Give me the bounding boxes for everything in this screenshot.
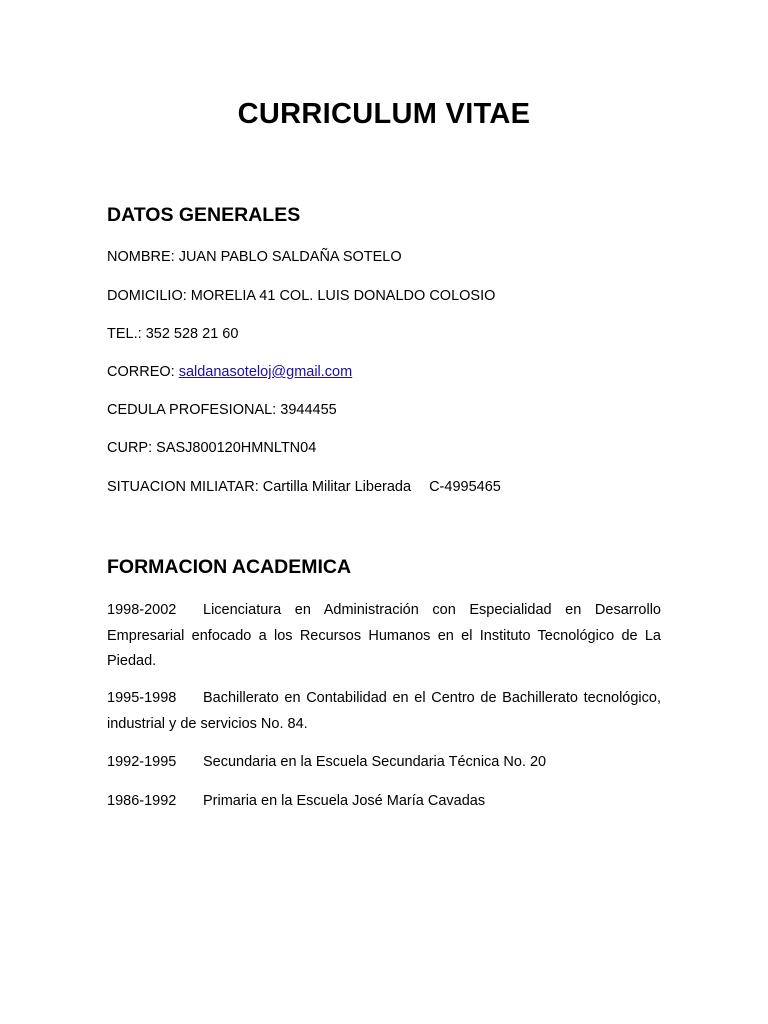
education-entry [107,750,661,776]
education-years: 1998-2002 [107,602,177,618]
education-years: 1986-1992 [107,793,177,809]
military-status-line [107,479,501,495]
curp-value: SASJ800120HMNLTN04 [156,440,317,456]
professional-license-line [107,402,337,418]
email-label: CORREO: [107,364,175,380]
military-card-number: C-4995465 [429,479,501,495]
email-link[interactable]: saldanasotelоj@gmail.com [178,364,353,380]
military-status-value: Cartilla Militar Liberada [262,479,412,495]
curp-label: CURP: [107,440,153,456]
general-data-heading: DATOS GENERALES [107,204,301,226]
document-title: CURRICULUM VITAE [237,98,531,130]
address-label: DOMICILIO: [107,288,187,304]
education-years: 1995-1998 [107,690,177,706]
education-description: Primaria en la Escuela José María Cavadas [203,793,486,809]
phone-label: TEL.: [107,326,142,342]
name-label: NOMBRE: [107,249,175,265]
education-description: Secundaria en la Escuela Secundaria Técnica No. 20 [203,754,547,770]
professional-license-value: 3944455 [280,402,337,418]
military-status-label: SITUACION MILIATAR: [107,479,259,495]
email-line [107,364,352,380]
education-entry [107,686,661,737]
name-value: JUAN PABLO SALDAÑA SOTELO [178,249,402,265]
address-line [107,288,495,304]
education-entry [107,789,661,815]
education-description: Bachillerato en Contabilidad en el Centro de Bachillerato tecnológico, industrial y de servicios No. 84. [107,690,661,732]
education-entry [107,598,661,675]
education-description: Licenciatura en Administración con Especialidad en Desarrollo Empresarial enfocado a los Recursos Humanos en el Instituto Tecnológico de La Piedad. [107,602,661,669]
address-value: MORELIA 41 COL. LUIS DONALDO COLOSIO [190,288,496,304]
name-line [107,249,402,265]
phone-line [107,326,238,342]
phone-value: 352 528 21 60 [145,326,239,342]
professional-license-label: CEDULA PROFESIONAL: [107,402,277,418]
education-years: 1992-1995 [107,754,177,770]
academic-heading: FORMACION ACADEMICA [107,556,352,578]
curp-line [107,440,316,456]
